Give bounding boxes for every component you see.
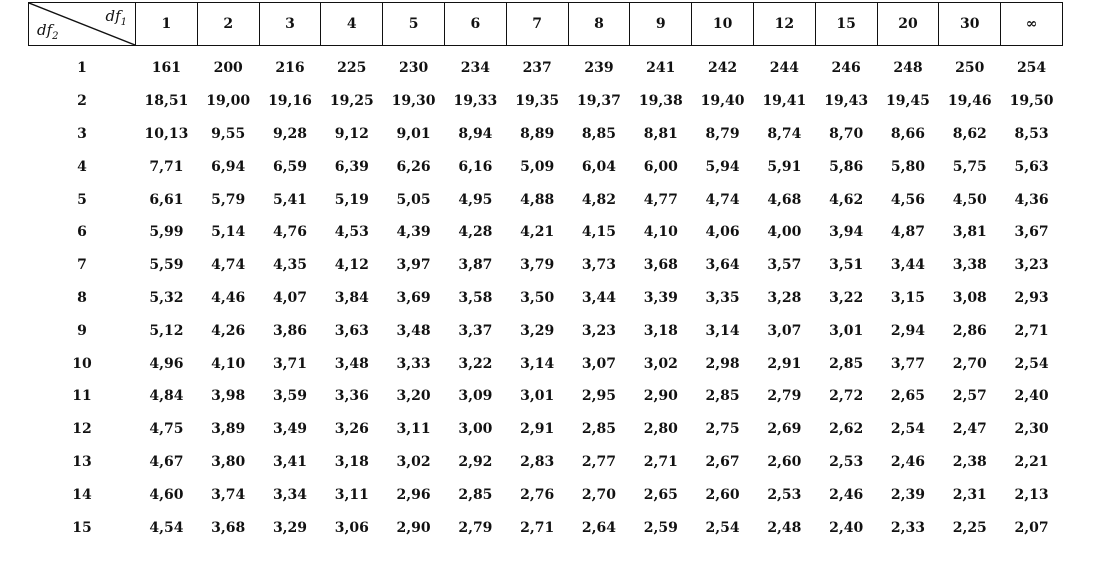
table-cell: 2,59 bbox=[643, 519, 678, 536]
column-header-df1: 15 bbox=[815, 3, 877, 46]
table-cell: 4,56 bbox=[890, 191, 926, 208]
table-cell: 8,74 bbox=[767, 125, 802, 142]
table-cell: 2,54 bbox=[890, 421, 926, 438]
row-header-df2: 14 bbox=[72, 486, 92, 503]
table-cell: 3,08 bbox=[952, 289, 987, 306]
table-cell: 9,12 bbox=[334, 125, 369, 142]
table-cell: 2,60 bbox=[705, 486, 740, 503]
table-cell: 3,35 bbox=[705, 289, 740, 306]
table-cell: 3,73 bbox=[581, 257, 617, 274]
table-cell: 2,79 bbox=[767, 388, 802, 405]
table-cell: 10,13 bbox=[144, 125, 189, 142]
table-cell: 3,18 bbox=[643, 322, 678, 339]
table-cell: 2,07 bbox=[1014, 519, 1049, 536]
table-cell: 9,01 bbox=[396, 125, 431, 142]
table-cell: 3,22 bbox=[829, 289, 864, 306]
table-cell: 4,76 bbox=[272, 224, 308, 241]
table-cell: 3,64 bbox=[705, 257, 740, 274]
table-cell: 6,04 bbox=[581, 158, 617, 175]
table-cell: 5,19 bbox=[334, 191, 369, 208]
table-cell: 5,63 bbox=[1014, 158, 1049, 175]
table-cell: 200 bbox=[213, 60, 243, 77]
table-row bbox=[29, 216, 1063, 249]
table-cell: 3,68 bbox=[211, 519, 246, 536]
table-cell: 2,94 bbox=[890, 322, 926, 339]
table-cell: 2,25 bbox=[952, 519, 987, 536]
table-cell: 2,69 bbox=[767, 421, 802, 438]
table-cell: 234 bbox=[460, 60, 490, 77]
table-cell: 8,94 bbox=[458, 125, 493, 142]
table-cell: 3,14 bbox=[705, 322, 740, 339]
table-cell: 8,70 bbox=[829, 125, 864, 142]
table-cell: 3,02 bbox=[396, 453, 431, 470]
table-cell: 3,20 bbox=[396, 388, 431, 405]
table-cell: 6,94 bbox=[211, 158, 246, 175]
table-cell: 4,15 bbox=[581, 224, 617, 241]
table-cell: 5,80 bbox=[890, 158, 926, 175]
table-cell: 3,80 bbox=[211, 453, 246, 470]
table-cell: 3,29 bbox=[272, 519, 308, 536]
table-cell: 3,01 bbox=[829, 322, 864, 339]
table-cell: 2,95 bbox=[581, 388, 617, 405]
table-cell: 3,89 bbox=[211, 421, 246, 438]
table-cell: 4,26 bbox=[211, 322, 246, 339]
table-cell: 3,59 bbox=[272, 388, 308, 405]
table-cell: 239 bbox=[584, 60, 614, 77]
table-cell: 3,49 bbox=[272, 421, 308, 438]
row-header-df2: 6 bbox=[77, 224, 87, 241]
table-cell: 4,88 bbox=[520, 191, 555, 208]
row-header-df2: 1 bbox=[77, 60, 87, 77]
table-cell: 3,18 bbox=[334, 453, 369, 470]
table-cell: 3,14 bbox=[520, 355, 555, 372]
table-cell: 4,39 bbox=[396, 224, 431, 241]
table-row bbox=[29, 478, 1063, 511]
table-cell: 3,02 bbox=[643, 355, 678, 372]
table-cell: 4,60 bbox=[149, 486, 184, 503]
table-cell: 216 bbox=[275, 60, 305, 77]
corner-header-cell bbox=[29, 3, 136, 46]
table-cell: 3,07 bbox=[767, 322, 802, 339]
table-cell: 5,41 bbox=[272, 191, 308, 208]
table-cell: 2,98 bbox=[705, 355, 740, 372]
table-cell: 250 bbox=[955, 60, 985, 77]
column-header-df1: 7 bbox=[506, 3, 568, 46]
table-cell: 2,53 bbox=[767, 486, 802, 503]
table-cell: 5,94 bbox=[705, 158, 740, 175]
table-cell: 3,97 bbox=[396, 257, 431, 274]
table-cell: 4,36 bbox=[1014, 191, 1049, 208]
table-cell: 2,46 bbox=[890, 453, 926, 470]
table-cell: 6,16 bbox=[458, 158, 493, 175]
table-cell: 2,71 bbox=[643, 453, 678, 470]
table-cell: 4,82 bbox=[581, 191, 617, 208]
table-cell: 6,39 bbox=[334, 158, 369, 175]
table-cell: 3,36 bbox=[334, 388, 369, 405]
column-header-df1: 4 bbox=[321, 3, 383, 46]
table-cell: 248 bbox=[893, 60, 923, 77]
table-cell: 8,85 bbox=[581, 125, 617, 142]
table-cell: 3,44 bbox=[890, 257, 926, 274]
table-cell: 19,25 bbox=[329, 93, 374, 110]
table-cell: 19,30 bbox=[391, 93, 436, 110]
table-cell: 2,54 bbox=[1014, 355, 1049, 372]
table-cell: 19,41 bbox=[762, 93, 807, 110]
table-cell: 3,07 bbox=[581, 355, 617, 372]
table-cell: 2,77 bbox=[581, 453, 617, 470]
column-header-df1: 10 bbox=[692, 3, 754, 46]
table-cell: 3,06 bbox=[334, 519, 369, 536]
table-cell: 3,48 bbox=[396, 322, 431, 339]
table-cell: 4,53 bbox=[334, 224, 369, 241]
row-header-df2: 3 bbox=[77, 125, 87, 142]
table-cell: 9,55 bbox=[211, 125, 246, 142]
table-row bbox=[29, 118, 1063, 151]
table-cell: 4,87 bbox=[890, 224, 926, 241]
table-cell: 3,23 bbox=[1014, 257, 1049, 274]
table-cell: 3,22 bbox=[458, 355, 493, 372]
row-header-df2: 9 bbox=[77, 322, 87, 339]
table-cell: 2,90 bbox=[643, 388, 678, 405]
table-cell: 19,50 bbox=[1009, 93, 1054, 110]
table-cell: 4,96 bbox=[149, 355, 184, 372]
table-cell: 7,71 bbox=[149, 158, 184, 175]
table-cell: 5,91 bbox=[767, 158, 802, 175]
table-cell: 4,10 bbox=[211, 355, 246, 372]
table-cell: 8,79 bbox=[705, 125, 740, 142]
column-header-df1: 12 bbox=[753, 3, 815, 46]
column-header-df1: 6 bbox=[444, 3, 506, 46]
table-cell: 3,34 bbox=[272, 486, 308, 503]
table-cell: 2,91 bbox=[520, 421, 555, 438]
table-cell: 19,43 bbox=[824, 93, 869, 110]
table-cell: 4,28 bbox=[458, 224, 493, 241]
table-cell: 2,31 bbox=[952, 486, 987, 503]
table-cell: 3,39 bbox=[643, 289, 678, 306]
column-header-df1: 2 bbox=[197, 3, 259, 46]
table-cell: 3,50 bbox=[520, 289, 555, 306]
table-cell: 3,09 bbox=[458, 388, 493, 405]
table-cell: 2,92 bbox=[458, 453, 493, 470]
table-cell: 3,81 bbox=[952, 224, 987, 241]
table-cell: 6,00 bbox=[643, 158, 678, 175]
header-row bbox=[29, 3, 1063, 46]
row-header-df2: 10 bbox=[72, 355, 92, 372]
table-cell: 3,87 bbox=[458, 257, 493, 274]
table-cell: 3,58 bbox=[458, 289, 493, 306]
table-cell: 3,28 bbox=[767, 289, 802, 306]
table-cell: 4,84 bbox=[149, 388, 184, 405]
table-cell: 3,57 bbox=[767, 257, 802, 274]
table-cell: 254 bbox=[1016, 60, 1047, 77]
table-cell: 8,53 bbox=[1014, 125, 1049, 142]
column-header-df1: 8 bbox=[568, 3, 630, 46]
table-row bbox=[29, 314, 1063, 347]
table-cell: 3,94 bbox=[829, 224, 864, 241]
row-header-df2: 15 bbox=[72, 519, 92, 536]
table-cell: 8,89 bbox=[520, 125, 555, 142]
table-cell: 225 bbox=[337, 60, 367, 77]
table-cell: 19,37 bbox=[577, 93, 621, 110]
table-cell: 2,85 bbox=[581, 421, 617, 438]
table-cell: 3,26 bbox=[334, 421, 369, 438]
table-cell: 5,32 bbox=[149, 289, 184, 306]
row-header-df2: 8 bbox=[77, 289, 87, 306]
row-header-df2: 4 bbox=[77, 158, 87, 175]
table-cell: 18,51 bbox=[144, 93, 189, 110]
table-cell: 2,83 bbox=[520, 453, 555, 470]
table-cell: 5,09 bbox=[520, 158, 555, 175]
table-cell: 241 bbox=[646, 60, 676, 77]
table-cell: 4,54 bbox=[149, 519, 184, 536]
table-cell: 237 bbox=[522, 60, 552, 77]
table-cell: 3,11 bbox=[334, 486, 369, 503]
table-cell: 230 bbox=[398, 60, 429, 77]
table-cell: 2,53 bbox=[829, 453, 864, 470]
table-cell: 2,67 bbox=[705, 453, 740, 470]
table-row bbox=[29, 413, 1063, 446]
table-cell: 2,70 bbox=[581, 486, 617, 503]
table-cell: 4,50 bbox=[952, 191, 987, 208]
table-cell: 3,15 bbox=[890, 289, 926, 306]
table-cell: 2,85 bbox=[829, 355, 864, 372]
table-row bbox=[29, 150, 1063, 183]
table-cell: 4,75 bbox=[149, 421, 184, 438]
f-distribution-table-wrapper bbox=[28, 2, 1062, 544]
table-cell: 5,75 bbox=[952, 158, 987, 175]
table-cell: 4,06 bbox=[705, 224, 740, 241]
table-cell: 19,33 bbox=[453, 93, 498, 110]
table-cell: 5,05 bbox=[396, 191, 431, 208]
column-header-df1: 20 bbox=[877, 3, 939, 46]
table-cell: 2,80 bbox=[643, 421, 678, 438]
table-cell: 2,60 bbox=[767, 453, 802, 470]
row-header-df2: 2 bbox=[77, 93, 87, 110]
table-cell: 2,47 bbox=[952, 421, 987, 438]
table-cell: 2,70 bbox=[952, 355, 987, 372]
table-cell: 2,90 bbox=[396, 519, 431, 536]
table-cell: 5,12 bbox=[149, 322, 184, 339]
table-cell: 3,41 bbox=[272, 453, 308, 470]
table-body bbox=[29, 46, 1063, 544]
table-cell: 2,40 bbox=[1014, 388, 1049, 405]
table-cell: 2,93 bbox=[1014, 289, 1049, 306]
f-distribution-table bbox=[28, 2, 1063, 544]
table-cell: 2,38 bbox=[952, 453, 987, 470]
table-cell: 4,10 bbox=[643, 224, 678, 241]
table-cell: 3,86 bbox=[272, 322, 308, 339]
table-cell: 2,71 bbox=[1014, 322, 1049, 339]
table-cell: 5,99 bbox=[149, 224, 184, 241]
table-cell: 3,84 bbox=[334, 289, 369, 306]
table-cell: 5,59 bbox=[149, 257, 184, 274]
table-cell: 246 bbox=[831, 60, 861, 77]
table-cell: 3,00 bbox=[458, 421, 493, 438]
table-cell: 2,71 bbox=[520, 519, 555, 536]
table-cell: 4,07 bbox=[272, 289, 308, 306]
table-cell: 19,45 bbox=[886, 93, 930, 110]
table-cell: 4,12 bbox=[334, 257, 369, 274]
table-cell: 19,40 bbox=[700, 93, 745, 110]
table-cell: 2,54 bbox=[705, 519, 740, 536]
row-header-df2: 7 bbox=[77, 257, 87, 274]
table-cell: 19,38 bbox=[638, 93, 683, 110]
table-cell: 2,85 bbox=[705, 388, 740, 405]
table-header bbox=[29, 3, 1063, 46]
table-cell: 6,59 bbox=[272, 158, 308, 175]
table-cell: 8,62 bbox=[952, 125, 987, 142]
row-header-df2: 5 bbox=[77, 191, 87, 208]
table-row bbox=[29, 249, 1063, 282]
column-header-df1: ∞ bbox=[1001, 3, 1063, 46]
table-cell: 8,81 bbox=[643, 125, 678, 142]
row-header-df2: 13 bbox=[72, 453, 92, 470]
table-cell: 244 bbox=[769, 60, 799, 77]
table-cell: 19,46 bbox=[947, 93, 992, 110]
table-cell: 3,68 bbox=[643, 257, 678, 274]
table-cell: 3,38 bbox=[952, 257, 987, 274]
row-header-df2: 12 bbox=[72, 421, 92, 438]
table-cell: 4,68 bbox=[767, 191, 802, 208]
table-cell: 4,67 bbox=[149, 453, 184, 470]
table-cell: 2,65 bbox=[643, 486, 678, 503]
column-header-df1: 3 bbox=[259, 3, 321, 46]
column-header-df1: 1 bbox=[136, 3, 198, 46]
table-cell: 3,37 bbox=[458, 322, 493, 339]
table-cell: 5,79 bbox=[211, 191, 246, 208]
table-cell: 5,14 bbox=[211, 224, 246, 241]
table-cell: 4,00 bbox=[767, 224, 802, 241]
table-cell: 3,71 bbox=[272, 355, 308, 372]
table-cell: 2,62 bbox=[829, 421, 864, 438]
table-row bbox=[29, 282, 1063, 315]
table-cell: 4,46 bbox=[211, 289, 246, 306]
table-cell: 2,39 bbox=[890, 486, 926, 503]
table-cell: 3,74 bbox=[211, 486, 246, 503]
table-row bbox=[29, 446, 1063, 479]
table-cell: 6,61 bbox=[149, 191, 184, 208]
table-cell: 19,35 bbox=[515, 93, 560, 110]
column-header-df1: 9 bbox=[630, 3, 692, 46]
table-cell: 2,75 bbox=[705, 421, 740, 438]
row-header-df2: 11 bbox=[72, 388, 92, 405]
table-cell: 5,86 bbox=[829, 158, 864, 175]
table-cell: 3,48 bbox=[334, 355, 369, 372]
table-cell: 4,74 bbox=[705, 191, 740, 208]
table-cell: 3,01 bbox=[520, 388, 555, 405]
table-cell: 8,66 bbox=[890, 125, 926, 142]
table-cell: 4,77 bbox=[643, 191, 678, 208]
table-cell: 3,79 bbox=[520, 257, 555, 274]
table-cell: 2,96 bbox=[396, 486, 431, 503]
table-cell: 2,86 bbox=[952, 322, 987, 339]
table-cell: 3,23 bbox=[581, 322, 617, 339]
table-row bbox=[29, 46, 1063, 85]
table-cell: 2,30 bbox=[1014, 421, 1049, 438]
table-cell: 4,62 bbox=[829, 191, 864, 208]
table-cell: 6,26 bbox=[396, 158, 431, 175]
table-row bbox=[29, 511, 1063, 544]
table-cell: 19,16 bbox=[268, 93, 312, 110]
table-cell: 3,33 bbox=[396, 355, 431, 372]
df1-label: $df_1$ bbox=[105, 7, 127, 28]
table-cell: 2,72 bbox=[829, 388, 864, 405]
table-cell: 3,29 bbox=[520, 322, 555, 339]
table-cell: 2,64 bbox=[581, 519, 617, 536]
table-cell: 3,63 bbox=[334, 322, 369, 339]
table-row bbox=[29, 380, 1063, 413]
table-cell: 161 bbox=[151, 60, 182, 77]
table-cell: 2,21 bbox=[1014, 453, 1049, 470]
table-cell: 2,85 bbox=[458, 486, 493, 503]
table-cell: 2,57 bbox=[952, 388, 987, 405]
table-cell: 2,13 bbox=[1014, 486, 1049, 503]
table-cell: 19,00 bbox=[206, 93, 251, 110]
table-cell: 242 bbox=[707, 60, 738, 77]
table-cell: 4,21 bbox=[520, 224, 555, 241]
table-row bbox=[29, 85, 1063, 118]
table-cell: 2,48 bbox=[767, 519, 802, 536]
table-cell: 2,40 bbox=[829, 519, 864, 536]
table-cell: 2,79 bbox=[458, 519, 493, 536]
table-cell: 3,67 bbox=[1014, 224, 1049, 241]
table-cell: 3,98 bbox=[211, 388, 246, 405]
table-cell: 3,69 bbox=[396, 289, 431, 306]
table-row bbox=[29, 183, 1063, 216]
table-cell: 9,28 bbox=[272, 125, 308, 142]
column-header-df1: 5 bbox=[383, 3, 445, 46]
table-cell: 4,35 bbox=[272, 257, 308, 274]
table-cell: 3,11 bbox=[396, 421, 431, 438]
table-cell: 3,44 bbox=[581, 289, 617, 306]
table-cell: 2,33 bbox=[890, 519, 926, 536]
table-cell: 2,91 bbox=[767, 355, 802, 372]
table-cell: 4,95 bbox=[458, 191, 493, 208]
df2-label: $df_2$ bbox=[37, 21, 59, 42]
table-cell: 2,46 bbox=[829, 486, 864, 503]
table-cell: 4,74 bbox=[211, 257, 246, 274]
column-header-df1: 30 bbox=[939, 3, 1001, 46]
table-row bbox=[29, 347, 1063, 380]
table-cell: 2,65 bbox=[890, 388, 926, 405]
table-cell: 3,77 bbox=[890, 355, 926, 372]
table-cell: 2,76 bbox=[520, 486, 555, 503]
table-cell: 3,51 bbox=[829, 257, 864, 274]
